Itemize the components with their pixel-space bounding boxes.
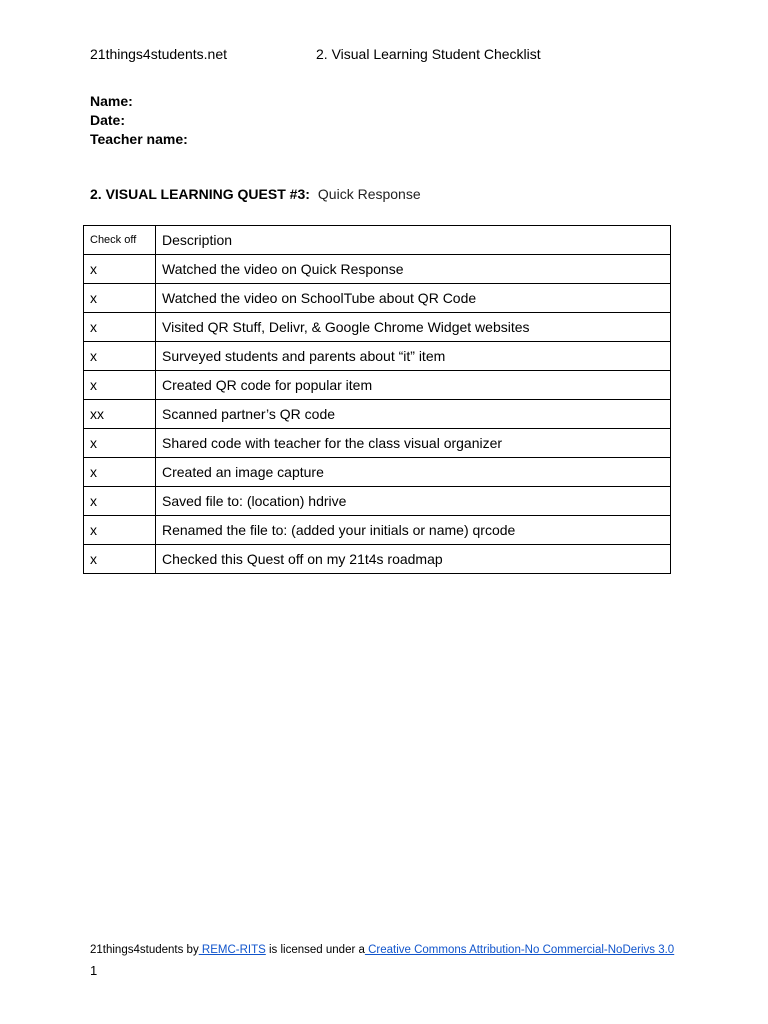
checklist-table: [83, 225, 671, 574]
table-header-row: [84, 226, 671, 255]
description-cell: Renamed the file to: (added your initials or name) qrcode: [156, 516, 671, 545]
description-cell: Created an image capture: [156, 458, 671, 487]
check-cell: xx: [84, 400, 156, 429]
footer-text-attribution: 21things4students by: [90, 944, 199, 956]
description-cell: Watched the video on Quick Response: [156, 255, 671, 284]
header-check-off: Check off: [84, 226, 156, 255]
check-cell: x: [84, 371, 156, 400]
name-label: Name:: [90, 93, 133, 109]
check-cell: x: [84, 545, 156, 574]
table-row: [84, 516, 671, 545]
header-doc-title: 2. Visual Learning Student Checklist: [316, 46, 541, 62]
header-site: 21things4students.net: [90, 46, 227, 62]
description-cell: Checked this Quest off on my 21t4s roadmap: [156, 545, 671, 574]
check-cell: x: [84, 429, 156, 458]
description-cell: Shared code with teacher for the class visual organizer: [156, 429, 671, 458]
table-row: [84, 371, 671, 400]
table-row: [84, 545, 671, 574]
footer-text-license: is licensed under a: [265, 944, 365, 956]
description-cell: Saved file to: (location) hdrive: [156, 487, 671, 516]
description-cell: Visited QR Stuff, Delivr, & Google Chrome Widget websites: [156, 313, 671, 342]
quest-name: Quick Response: [317, 186, 421, 202]
check-cell: x: [84, 516, 156, 545]
table-row: [84, 400, 671, 429]
check-cell: x: [84, 255, 156, 284]
check-cell: x: [84, 342, 156, 371]
remc-rits-link[interactable]: REMC-RITS: [198, 944, 266, 956]
quest-title: [90, 186, 421, 202]
teacher-name-label: Teacher name:: [90, 131, 188, 147]
check-cell: x: [84, 313, 156, 342]
description-cell: Watched the video on SchoolTube about QR Code: [156, 284, 671, 313]
table-row: [84, 284, 671, 313]
header-description: Description: [156, 226, 671, 255]
student-fields: [90, 92, 188, 149]
check-cell: x: [84, 487, 156, 516]
table-row: [84, 487, 671, 516]
quest-label: 2. VISUAL LEARNING QUEST #3:: [90, 186, 310, 202]
table-row: [84, 255, 671, 284]
check-cell: x: [84, 284, 156, 313]
table-row: [84, 458, 671, 487]
license-footer: [90, 944, 674, 956]
check-cell: x: [84, 458, 156, 487]
date-label: Date:: [90, 112, 126, 128]
table-row: [84, 429, 671, 458]
table-row: [84, 313, 671, 342]
description-cell: Scanned partner’s QR code: [156, 400, 671, 429]
description-cell: Created QR code for popular item: [156, 371, 671, 400]
description-cell: Surveyed students and parents about “it” item: [156, 342, 671, 371]
creative-commons-link[interactable]: Creative Commons Attribution-No Commercial-NoDerivs 3.0: [364, 944, 675, 956]
table-row: [84, 342, 671, 371]
page-number: 1: [90, 963, 98, 978]
